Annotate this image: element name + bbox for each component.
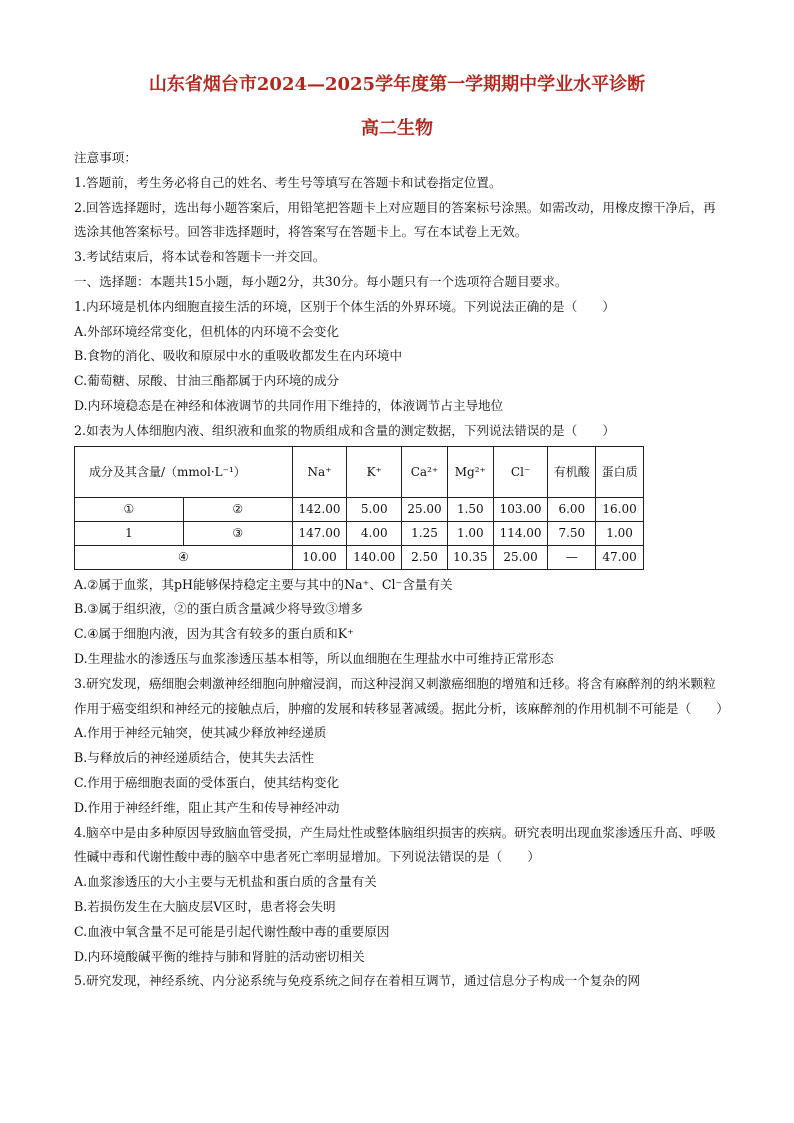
- table-cell: 16.00: [596, 497, 644, 521]
- table-column-header: Na⁺: [292, 446, 347, 497]
- table-cell: ③: [183, 521, 292, 545]
- table-cell: 7.50: [548, 521, 596, 545]
- question-1-option-d: D.内环境稳态是在神经和体液调节的共同作用下维持的，体液调节占主导地位: [74, 397, 504, 413]
- note-item: 1.答题前，考生务必将自己的姓名、考生号等填写在答题卡和试卷指定位置。: [74, 174, 502, 190]
- question-3-option-c: C.作用于癌细胞表面的受体蛋白，使其结构变化: [74, 774, 340, 790]
- table-corner-header: 成分及其含量/（mmol·L⁻¹）: [75, 446, 293, 497]
- question-4-option-b: B.若损伤发生在大脑皮层V区时，患者将会失明: [74, 898, 336, 914]
- table-cell: ②: [183, 497, 292, 521]
- question-1-option-b: B.食物的消化、吸收和原尿中水的重吸收都发生在内环境中: [74, 348, 403, 364]
- question-5-stem: 5.研究发现，神经系统、内分泌系统与免疫系统之间存在着相互调节，通过信息分子构成一个复杂的网: [74, 973, 641, 989]
- table-cell: 1.00: [447, 521, 493, 545]
- table-row: [75, 545, 644, 569]
- table-cell: 103.00: [493, 497, 548, 521]
- table-cell: 1.50: [447, 497, 493, 521]
- question-1-option-a: A.外部环境经常变化，但机体的内环境不会变化: [74, 323, 339, 339]
- table-column-header: 有机酸: [548, 446, 596, 497]
- table-cell: ④: [75, 545, 293, 569]
- note-item: 3.考试结束后，将本试卷和答题卡一并交回。: [74, 249, 326, 265]
- exam-subtitle: 高二生物: [361, 118, 433, 139]
- table-cell: 25.00: [493, 545, 548, 569]
- table-cell: 25.00: [402, 497, 448, 521]
- table-row: [75, 521, 644, 545]
- table-cell: 142.00: [292, 497, 347, 521]
- table-cell: 2.50: [402, 545, 448, 569]
- table-cell: 10.00: [292, 545, 347, 569]
- exam-title: 山东省烟台市2024—2025学年度第一学期期中学业水平诊断: [148, 74, 646, 95]
- question-3-option-b: B.与释放后的神经递质结合，使其失去活性: [74, 750, 314, 766]
- table-column-header: Cl⁻: [493, 446, 548, 497]
- table-column-header: 蛋白质: [596, 446, 644, 497]
- question-2-option-a: A.②属于血浆，其pH能够保持稳定主要与其中的Na⁺、Cl⁻含量有关: [74, 576, 453, 592]
- question-4-stem: 4.脑卒中是由多种原因导致脑血管受损，产生局灶性或整体脑组织损害的疾病。研究表明出现血浆渗透压升高、呼吸性碱中毒和代谢性酸中毒的脑卒中患者死亡率明显增加。下列说法错误的是（ ）: [74, 824, 716, 865]
- table-column-header: K⁺: [347, 446, 402, 497]
- table-header-row: [75, 446, 644, 497]
- question-1-option-c: C.葡萄糖、尿酸、甘油三酯都属于内环境的成分: [74, 373, 340, 389]
- table-cell: 47.00: [596, 545, 644, 569]
- table-cell: ①: [75, 497, 184, 521]
- section-heading: 一、选择题：本题共15小题，每小题2分，共30分。每小题只有一个选项符合题目要求。: [74, 273, 568, 289]
- table-cell: 6.00: [548, 497, 596, 521]
- table-cell: 1: [75, 521, 184, 545]
- question-3-option-d: D.作用于神经纤维，阻止其产生和传导神经冲动: [74, 799, 340, 815]
- table-cell: 147.00: [292, 521, 347, 545]
- notes-heading: 注意事项：: [74, 150, 137, 165]
- composition-table: [74, 446, 644, 570]
- table-cell: 140.00: [347, 545, 402, 569]
- table-cell: 1.25: [402, 521, 448, 545]
- exam-content: [74, 146, 729, 994]
- note-item: 2.回答选择题时，选出每小题答案后，用铅笔把答题卡上对应题目的答案标号涂黑。如需改动，用橡皮擦干净后，再选涂其他答案标号。回答非选择题时，将答案写在答题卡上。写在本试卷上无效。: [74, 199, 716, 240]
- table-cell: 4.00: [347, 521, 402, 545]
- table-cell: 5.00: [347, 497, 402, 521]
- question-2-stem: 2.如表为人体细胞内液、组织液和血浆的物质组成和含量的测定数据，下列说法错误的是（ ）: [74, 422, 615, 438]
- question-2-option-b: B.③属于组织液，②的蛋白质含量减少将导致③增多: [74, 601, 364, 617]
- question-2-option-d: D.生理盐水的渗透压与血浆渗透压基本相等，所以血细胞在生理盐水中可维持正常形态: [74, 650, 554, 666]
- table-column-header: Ca²⁺: [402, 446, 448, 497]
- table-cell: 10.35: [447, 545, 493, 569]
- question-4-option-c: C.血液中氧含量不足可能是引起代谢性酸中毒的重要原因: [74, 923, 390, 939]
- question-3-stem: 3.研究发现，癌细胞会刺激神经细胞向肿瘤浸润，而这种浸润又刺激癌细胞的增殖和迁移。将含有麻醉剂的纳米颗粒作用于癌变组织和神经元的接触点后，肿瘤的发展和转移显著减缓。据此分析，该麻醉剂的作用机制不可能是（ ）: [74, 675, 729, 716]
- question-3-option-a: A.作用于神经元轴突，使其减少释放神经递质: [74, 725, 327, 741]
- table-row: [75, 497, 644, 521]
- table-cell: 114.00: [493, 521, 548, 545]
- table-cell: 1.00: [596, 521, 644, 545]
- question-1-stem: 1.内环境是机体内细胞直接生活的环境，区别于个体生活的外界环境。下列说法正确的是（ ）: [74, 298, 615, 314]
- question-4-option-a: A.血浆渗透压的大小主要与无机盐和蛋白质的含量有关: [74, 874, 377, 890]
- question-4-option-d: D.内环境酸碱平衡的维持与肺和肾脏的活动密切相关: [74, 948, 365, 964]
- table-cell: —: [548, 545, 596, 569]
- question-2-option-c: C.④属于细胞内液，因为其含有较多的蛋白质和K⁺: [74, 626, 354, 642]
- table-column-header: Mg²⁺: [447, 446, 493, 497]
